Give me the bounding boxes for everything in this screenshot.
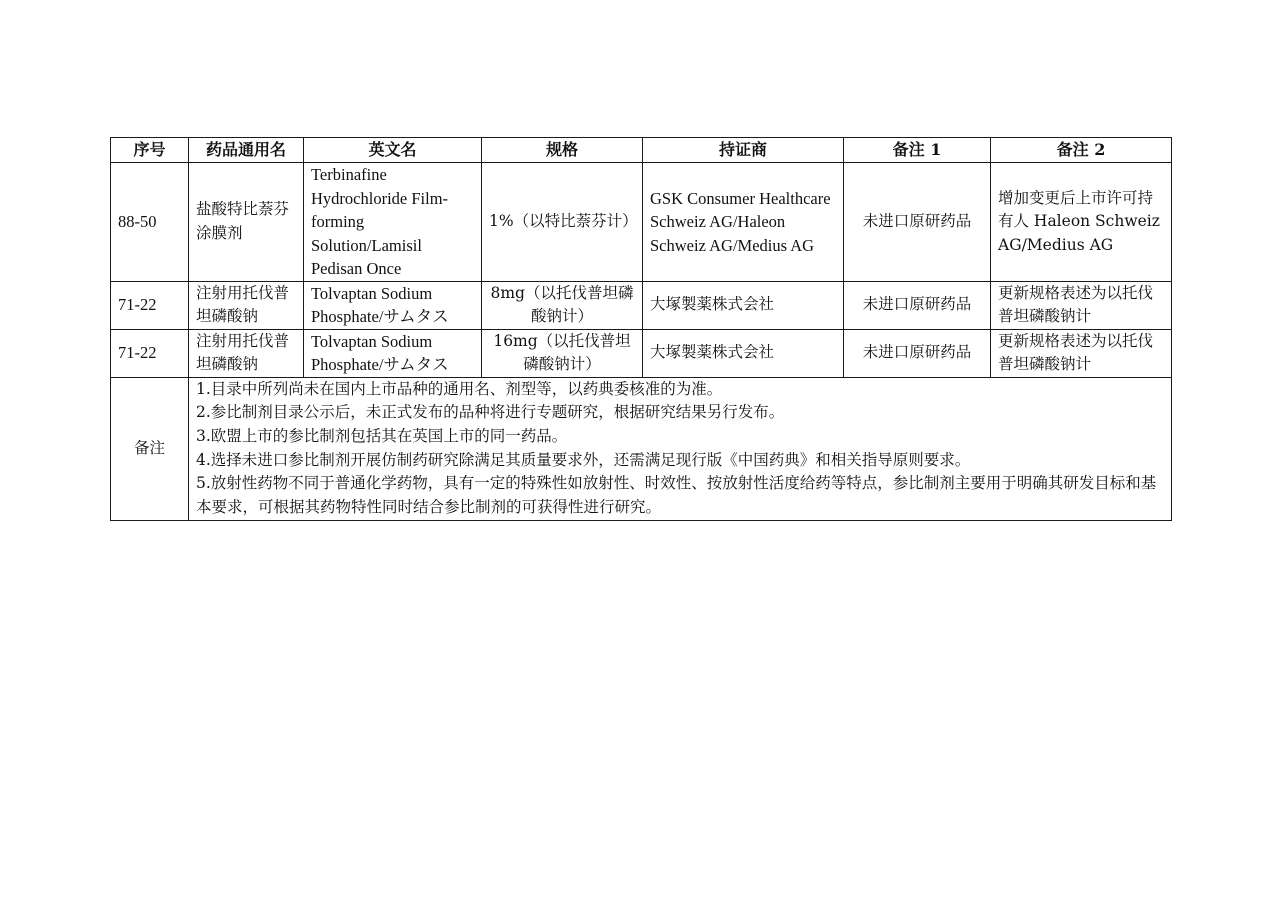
- header-generic-name: 药品通用名: [189, 138, 304, 163]
- note-item-4: 4.选择未进口参比制剂开展仿制药研究除满足其质量要求外，还需满足现行版《中国药典》和相关指导原则要求。: [196, 450, 971, 469]
- note-item-2: 2.参比制剂目录公示后，未正式发布的品种将进行专题研究，根据研究结果另行发布。: [196, 403, 785, 422]
- note-item-3: 3.欧盟上市的参比制剂包括其在英国上市的同一药品。: [196, 426, 568, 445]
- notes-label: 备注: [111, 377, 189, 520]
- cell-generic-name: 注射用托伐普坦磷酸钠: [189, 281, 304, 329]
- cell-license-holder: GSK Consumer Healthcare Schweiz AG/Haleon Schweiz AG/Medius AG: [643, 163, 844, 282]
- cell-generic-name: 盐酸特比萘芬涂膜剂: [189, 163, 304, 282]
- cell-license-holder: 大塚製薬株式会社: [643, 329, 844, 377]
- notes-row: [111, 377, 1172, 520]
- cell-generic-name: 注射用托伐普坦磷酸钠: [189, 329, 304, 377]
- table-row: [111, 281, 1172, 329]
- header-specification: 规格: [482, 138, 643, 163]
- cell-remark-1: 未进口原研药品: [844, 329, 991, 377]
- cell-english-name: Terbinafine Hydrochloride Film-forming Solution/Lamisil Pedisan Once: [304, 163, 482, 282]
- header-english-name: 英文名: [304, 138, 482, 163]
- cell-remark-2: 更新规格表述为以托伐普坦磷酸钠计: [991, 281, 1172, 329]
- table-row: [111, 329, 1172, 377]
- cell-specification: 16mg（以托伐普坦磷酸钠计）: [482, 329, 643, 377]
- header-license-holder: 持证商: [643, 138, 844, 163]
- table-header-row: [111, 138, 1172, 163]
- reference-drug-table: [110, 137, 1172, 521]
- cell-serial-no: 88-50: [111, 163, 189, 282]
- cell-serial-no: 71-22: [111, 329, 189, 377]
- notes-content: [189, 377, 1172, 520]
- note-item-1: 1.目录中所列尚未在国内上市品种的通用名、剂型等，以药典委核准的为准。: [196, 379, 723, 398]
- cell-remark-2: 增加变更后上市许可持有人 Haleon Schweiz AG/Medius AG: [991, 163, 1172, 282]
- cell-serial-no: 71-22: [111, 281, 189, 329]
- cell-remark-1: 未进口原研药品: [844, 163, 991, 282]
- cell-english-name: Tolvaptan Sodium Phosphate/サムタス: [304, 281, 482, 329]
- cell-specification: 1%（以特比萘芬计）: [482, 163, 643, 282]
- header-remark-2: 备注 2: [991, 138, 1172, 163]
- cell-license-holder: 大塚製薬株式会社: [643, 281, 844, 329]
- cell-remark-1: 未进口原研药品: [844, 281, 991, 329]
- header-remark-1: 备注 1: [844, 138, 991, 163]
- header-serial-no: 序号: [111, 138, 189, 163]
- cell-english-name: Tolvaptan Sodium Phosphate/サムタス: [304, 329, 482, 377]
- note-item-5: 5.放射性药物不同于普通化学药物，具有一定的特殊性如放射性、时效性、按放射性活度给药等特点，参比制剂主要用于明确其研发目标和基本要求，可根据其药物特性同时结合参比制剂的可获得性进行研究。: [196, 474, 1157, 517]
- cell-remark-2: 更新规格表述为以托伐普坦磷酸钠计: [991, 329, 1172, 377]
- table-row: [111, 163, 1172, 282]
- cell-specification: 8mg（以托伐普坦磷酸钠计）: [482, 281, 643, 329]
